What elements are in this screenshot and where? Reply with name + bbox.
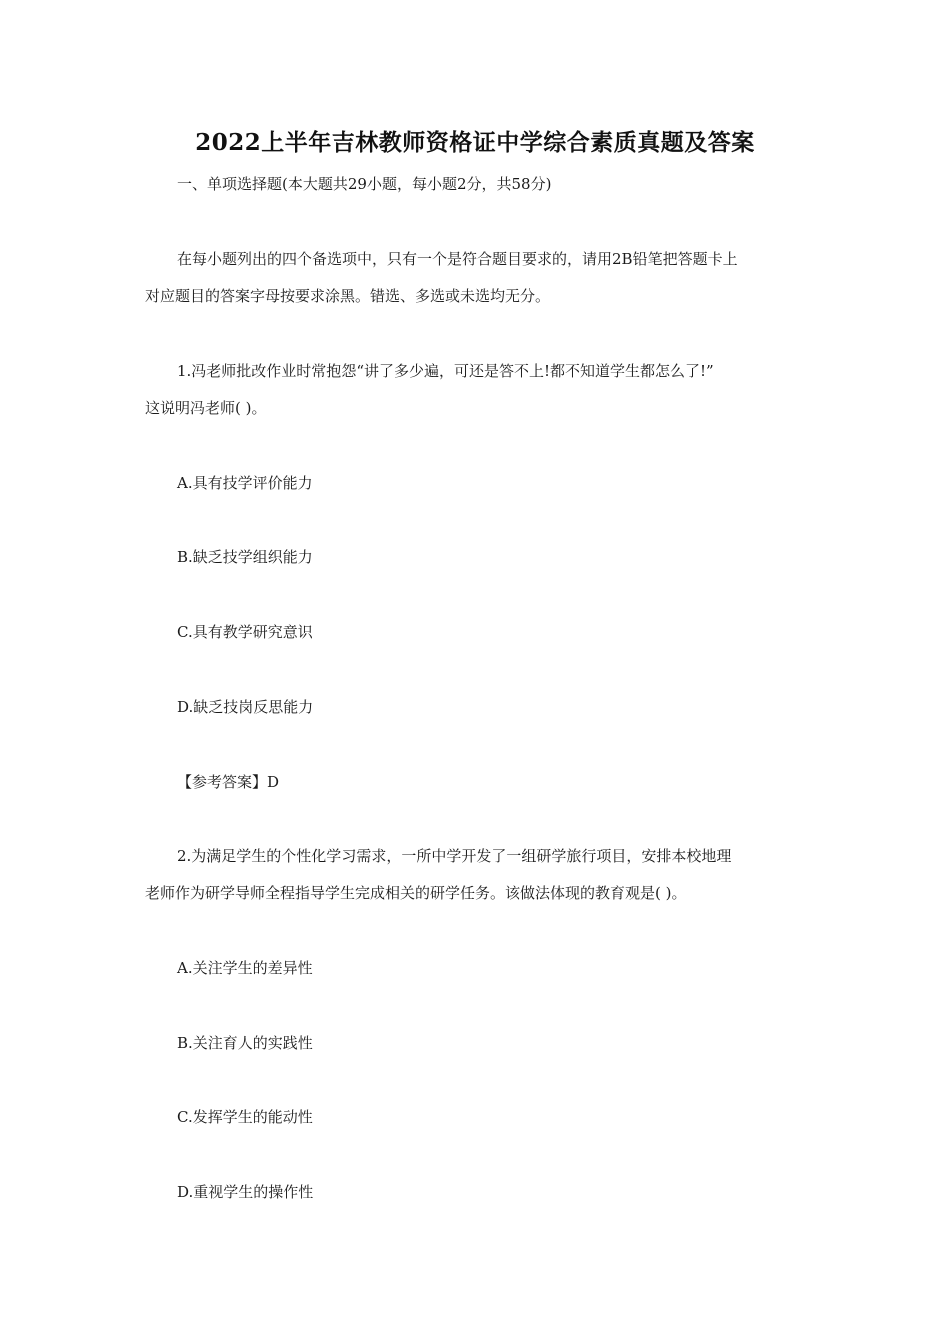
question-1-stem-line-2: 这说明冯老师( )。 bbox=[145, 399, 267, 417]
question-2-option-c: C.发挥学生的能动性 bbox=[177, 1108, 313, 1126]
question-1-option-d: D.缺乏技岗反思能力 bbox=[177, 698, 314, 716]
instructions-line-2: 对应题目的答案字母按要求涂黑。错选、多选或未选均无分。 bbox=[145, 287, 551, 305]
section-heading: 一、单项选择题(本大题共29小题，每小题2分，共58分) bbox=[177, 175, 552, 193]
question-1-option-c: C.具有教学研究意识 bbox=[177, 623, 313, 641]
question-2-option-b: B.关注育人的实践性 bbox=[177, 1034, 313, 1052]
question-1-stem-line-1: 1.冯老师批改作业时常抱怨“讲了多少遍，可还是答不上!都不知道学生都怎么了!” bbox=[177, 362, 714, 380]
question-2-option-a: A.关注学生的差异性 bbox=[177, 959, 313, 977]
question-1-option-b: B.缺乏技学组织能力 bbox=[177, 548, 313, 566]
instructions-line-1: 在每小题列出的四个备选项中，只有一个是符合题目要求的，请用2B铅笔把答题卡上 bbox=[177, 250, 738, 268]
document-title: 2022上半年吉林教师资格证中学综合素质真题及答案 bbox=[195, 129, 755, 156]
question-1-answer: 【参考答案】D bbox=[177, 773, 280, 791]
question-1-option-a: A.具有技学评价能力 bbox=[177, 474, 313, 492]
question-2-stem-line-2: 老师作为研学导师全程指导学生完成相关的研学任务。该做法体现的教育观是( )。 bbox=[145, 884, 687, 902]
question-2-option-d: D.重视学生的操作性 bbox=[177, 1183, 314, 1201]
question-2-stem-line-1: 2.为满足学生的个性化学习需求，一所中学开发了一组研学旅行项目，安排本校地理 bbox=[177, 847, 732, 865]
